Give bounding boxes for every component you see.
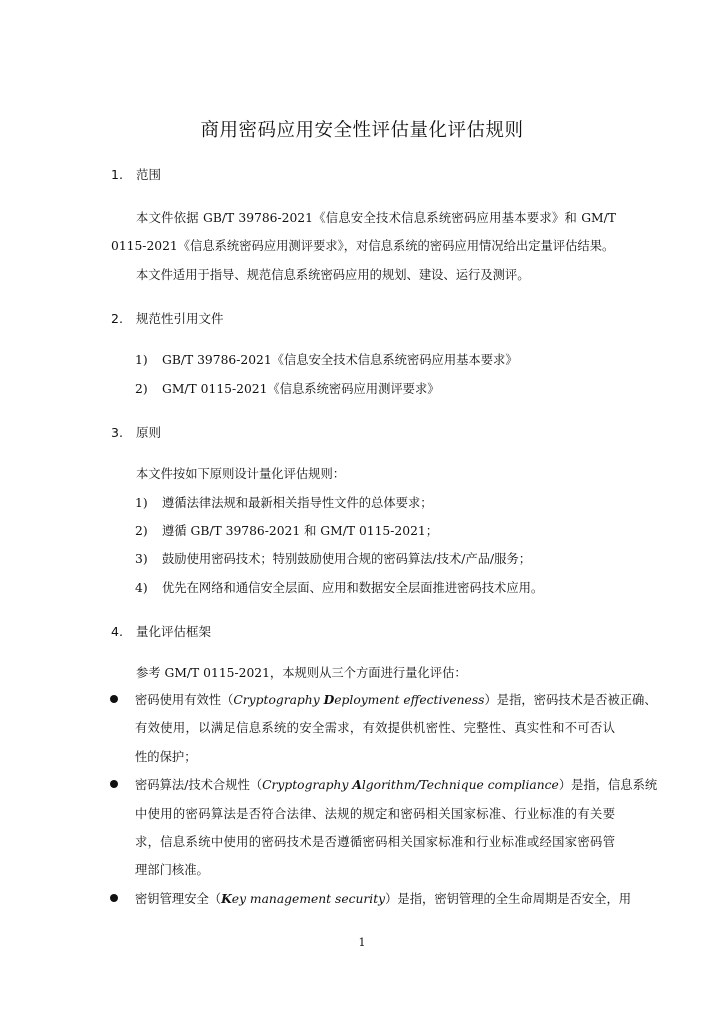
section-title: 量化评估框架 <box>136 624 212 639</box>
section-2-heading <box>111 309 224 327</box>
section-3-heading <box>111 423 161 441</box>
item-text: 遵循法律法规和最新相关指导性文件的总体要求； <box>162 496 433 510</box>
paragraph-line: 参考 GM/T 0115-2021，本规则从三个方面进行量化评估： <box>136 666 467 680</box>
item-text: 优先在网络和通信安全层面、应用和数据安全层面推进密码技术应用。 <box>162 581 544 595</box>
item-number: 2) <box>135 524 148 538</box>
paragraph-line: 本文件依据 GB/T 39786-2021《信息安全技术信息系统密码应用基本要求》和 GM/T <box>136 211 616 225</box>
bullet-line: 求，信息系统中使用的密码技术是否遵循密码相关国家标准和行业标准或经国家密码管 <box>135 835 615 849</box>
bullet-line: 理部门核准。 <box>135 863 209 877</box>
bullet-line: 密码算法/技术合规性（Cryptography Algorithm/Technique compliance）是指，信息系统 <box>135 777 658 792</box>
document-title: 商用密码应用安全性评估量化评估规则 <box>200 120 524 141</box>
reference-item <box>135 379 440 397</box>
item-number: 1) <box>135 353 148 367</box>
bullet-icon <box>110 780 118 788</box>
item-number: 4) <box>135 581 148 595</box>
item-text: GB/T 39786-2021《信息安全技术信息系统密码应用基本要求》 <box>162 353 518 367</box>
paragraph-line: 本文件适用于指导、规范信息系统密码应用的规划、建设、运行及测评。 <box>136 268 530 282</box>
bullet-line: 性的保护； <box>135 750 197 764</box>
page-number: 1 <box>358 936 366 949</box>
principle-item <box>135 549 531 567</box>
item-text: 遵循 GB/T 39786-2021 和 GM/T 0115-2021； <box>162 524 439 538</box>
principle-item <box>135 521 438 539</box>
paragraph-line: 本文件按如下原则设计量化评估规则： <box>136 467 346 481</box>
bullet-line: 密码使用有效性（Cryptography Deployment effectiveness）是指，密码技术是否被正确、 <box>135 692 657 707</box>
paragraph-line: 0115-2021《信息系统密码应用测评要求》，对信息系统的密码应用情况给出定量评估结果。 <box>111 239 615 253</box>
item-text: GM/T 0115-2021《信息系统密码应用测评要求》 <box>162 382 440 396</box>
item-number: 1) <box>135 496 148 510</box>
item-number: 2) <box>135 382 148 396</box>
section-4-heading <box>111 622 211 640</box>
principle-item <box>135 493 433 511</box>
section-title: 规范性引用文件 <box>136 311 224 326</box>
principle-item <box>135 578 543 596</box>
section-title: 原则 <box>136 425 162 440</box>
section-1-heading <box>111 165 161 183</box>
item-text: 鼓励使用密码技术；特别鼓励使用合规的密码算法/技术/产品/服务； <box>162 552 532 566</box>
section-title: 范围 <box>136 167 162 182</box>
section-number: 3. <box>111 425 123 440</box>
section-number: 2. <box>111 311 123 326</box>
section-number: 4. <box>111 624 123 639</box>
bullet-icon <box>110 894 118 902</box>
bullet-line: 密钥管理安全（Key management security）是指，密钥管理的全生命周期是否安全，用 <box>135 891 632 906</box>
bullet-icon <box>110 695 118 703</box>
item-number: 3) <box>135 552 148 566</box>
section-number: 1. <box>111 167 123 182</box>
bullet-line: 有效使用，以满足信息系统的安全需求，有效提供机密性、完整性、真实性和不可否认 <box>135 721 615 735</box>
bullet-line: 中使用的密码算法是否符合法律、法规的规定和密码相关国家标准、行业标准的有关要 <box>135 807 615 821</box>
reference-item <box>135 350 518 368</box>
